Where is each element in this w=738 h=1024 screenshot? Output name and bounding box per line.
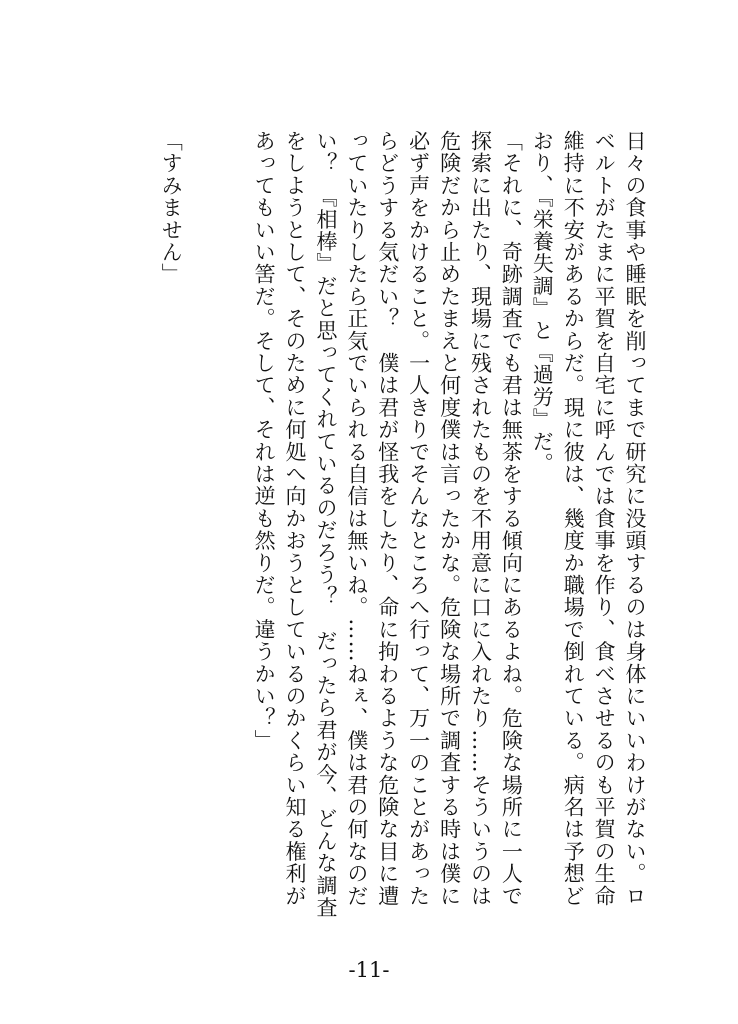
dialogue-paragraph-roberto: 「それに、奇跡調査でも君は無茶をする傾向にあるよね。危険な場所に一人で探索に出たり、現場に残されたものを不用意に口に入れたり……そういうのは危険だから止めたまえと何度僕は言ったかな。危険な場所で調査する時は僕に必ず声をかけること。一人きりでそんなところへ行って、万一のことがあったらどうする気だい？ 僕は君が怪我をしたり、命に拘わるような危険な目に遭っていたりしたら正気でいられる自信は無いね。……ねぇ、僕は君の何なのだい？ 『相棒』だと思ってくれているのだろう？ だったら君が今、どんな調査をしようとして、そのために何処へ向かおうとしているのかくらい知る権利があってもいい筈だ。そして、それは逆も然りだ。違うかい？」 xyxy=(252,130,524,919)
paragraph-spacer xyxy=(186,130,248,920)
dialogue-paragraph-reply: 「すみません」 xyxy=(159,130,184,286)
page-number: -11- xyxy=(348,958,390,982)
vertical-text-body xyxy=(159,130,650,920)
narration-paragraph: 日々の食事や睡眠を削ってまで研究に没頭するのは身体にいいわけがない。ロベルトがたまに平賀を自宅に呼んでは食事を作り、食べさせるのも平賀の生命維持に不安があるからだ。現に彼は、幾度か職場で倒れている。病名は予想どおり、『栄養失調』と『過労』だ。 xyxy=(530,130,647,907)
